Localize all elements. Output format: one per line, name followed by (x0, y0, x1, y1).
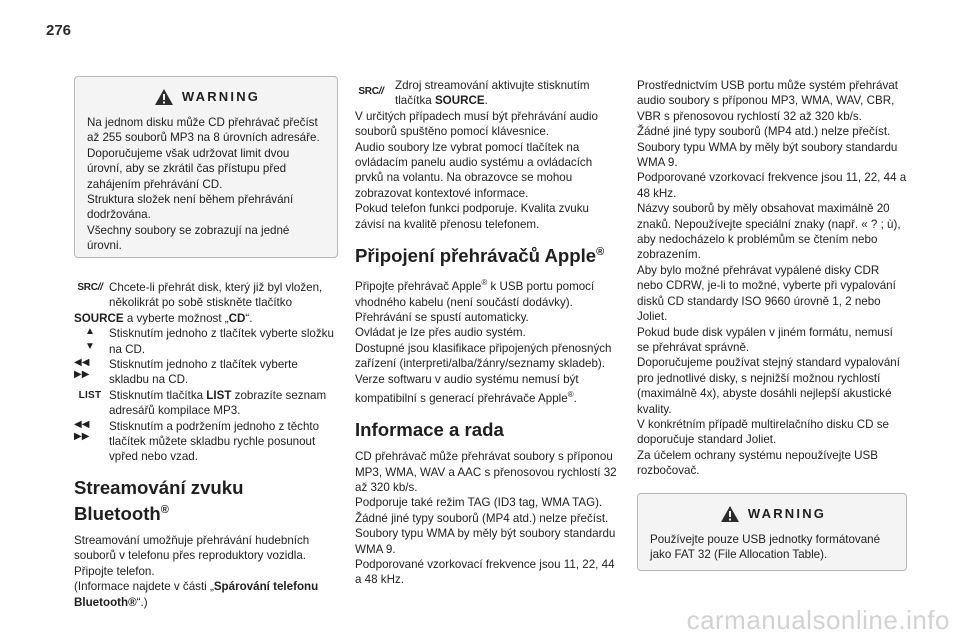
folder-text: Stisknutím jednoho z tlačítek vyberte složku na CD. (109, 327, 334, 356)
heading-apple: Připojení přehrávačů Apple® (355, 245, 605, 267)
warning-title-2: WARNING (747, 505, 827, 521)
warning-box-1 (74, 76, 338, 258)
column-2 (355, 78, 620, 588)
source-text-3: “. (245, 311, 253, 325)
warning-header-2 (650, 494, 896, 532)
source-bold: SOURCE (74, 311, 124, 325)
apple-text: Připojte přehrávač Apple® k USB portu pomocí vhodného kabelu (není součástí dodávky). Přehrávání se spustí automaticky. Ovládat je lze přes audio systém. Dostupné jsou klasifikace připojených přenosných zařízení (interpreti/alba/žánry/seznamy skladeb). Verze softwaru v audio systému nemusí být kompatibilní s generací přehrávače Apple®. (355, 278, 612, 405)
streaming-src-post: . (484, 94, 488, 108)
up-down-arrows-icon: ▲ ▼ (85, 326, 95, 353)
list-text-pre: Stisknutím tlačítka (109, 388, 207, 402)
warning-triangle-icon (720, 505, 740, 523)
list-text-post: zobrazíte seznam adresářů kompilace MP3. (109, 388, 327, 418)
src-button-icon: SRC // (358, 86, 384, 97)
source-text: Chcete-li přehrát disk, který již byl vložen, několikrát po sobě stiskněte tlačítko (109, 281, 323, 310)
streaming-src-bold: SOURCE (434, 94, 485, 108)
heading-bluetooth: Streamování zvuku Bluetooth® (74, 476, 244, 525)
list-button-icon: LIST (78, 389, 102, 401)
cd-bold: CD (228, 311, 246, 325)
src-button-icon: SRC // (77, 282, 103, 293)
ff-text: Stisknutím a podržením jednoho z těchto tlačítek můžete skladbu rychle posunout vpřed nebo vzad. (109, 419, 320, 464)
streaming-source-instruction (355, 78, 620, 109)
bluetooth-note: (Informace najdete v části „Spárování telefonu Bluetooth®“.) (74, 580, 319, 609)
warning-triangle-icon (154, 88, 174, 106)
column-3 (637, 78, 907, 571)
page-number: 276 (46, 22, 72, 39)
warning-title: WARNING (181, 89, 261, 105)
source-line (74, 311, 338, 326)
bluetooth-text: Streamování umožňuje přehrávání hudebních souborů v telefonu přes reproduktory vozidla. Připojte telefon. (74, 534, 310, 578)
heading-info: Informace a rada (355, 419, 504, 441)
fast-forward-rewind-icon: ◀◀ ▶▶ (74, 418, 90, 442)
info-text: CD přehrávač může přehrávat soubory s příponou MP3, WMA, WAV a AAC s přenosovou rychlostí 32 až 320 kb/s. Podporuje také režim TAG (ID3 tag, WMA TAG). Žádné jiné typy souborů (MP4 atd.) nelze přečíst. Soubory typu WMA by měly být soubory standardu WMA 9. Podporované vzorkovací frekvence jsou 11, 22, 44 a 48 kHz. (355, 450, 617, 587)
track-instruction (74, 357, 338, 388)
left-right-arrows-icon: ◀◀ ▶▶ (74, 357, 90, 381)
folder-instruction (74, 326, 338, 357)
streaming-src-text: Zdroj streamování aktivujte stisknutím tlačítka (395, 79, 590, 108)
streaming-text: V určitých případech musí být přehrávání audio souborů spuštěno pomocí klávesnice. Audio soubory lze vybrat pomocí tlačítek na ovládacím panelu audio systému a ovládacích prvků na volantu. Na obrazovce se mohou zobrazovat kontextové informace. Pokud telefon funkci podporuje. Kvalita zvuku závisí na kvalitě přenosu telefonem. (355, 109, 598, 231)
track-text: Stisknutím jednoho z tlačítek vyberte skladbu na CD. (109, 358, 298, 387)
source-text-2: a vyberte možnost „ (123, 311, 229, 325)
column-1 (74, 76, 338, 610)
watermark: carmanualsonline.info (686, 605, 950, 635)
usb-info-text: Prostřednictvím USB portu může systém přehrávat audio soubory s příponou MP3, WMA, WAV, CBR, VBR s přenosovou rychlostí 32 až 320 kb/s. Žádné jiné typy souborů (MP4 atd.) nelze přečíst. Soubory typu WMA by měly být soubory standardu WMA 9. Podporované vzorkovací frekvence jsou 11, 22, 44 a 48 kHz. Názvy souborů by měly obsahovat maximálně 20 znaků. Nepoužívejte speciální znaky (např. « ? ; ù), aby nedocházelo k problémům se čtením nebo zobrazením. Aby bylo možné přehrávat vypálené disky CDR nebo CDRW, je-li to možné, vyberte při vypalování disků CD standardy ISO 9660 úrovně 1, 2 nebo Joliet. Pokud bude disk vypálen v jiném formátu, nemusí se přehrávat správně. Doporučujeme používat stejný standard vypalování pro jednotlivé disky, s nejnižší možnou rychlostí (maximálně 4x), abyste dosáhli nejlepší akustické kvality. V konkrétním případě multirelačního disku CD se doporučuje standard Joliet. Za účelem ochrany systému nepoužívejte USB rozbočovač. (637, 79, 907, 478)
fast-forward-instruction (74, 419, 338, 465)
warning-header (87, 77, 327, 115)
warning-text: Na jednom disku může CD přehrávač přečíst až 255 souborů MP3 na 8 úrovních adresáře. Doporučujeme však udržovat limit dvou úrovní, aby se zkrátil čas přístupu před zahájením přehrávání CD. Struktura složek není během přehrávání dodržována. Všechny soubory se zobrazují na jedné úrovni. (87, 116, 320, 253)
list-instruction (74, 388, 338, 419)
list-bold: LIST (206, 388, 232, 402)
warning-box-2 (637, 493, 907, 572)
source-instruction (74, 280, 338, 311)
warning-text-2: Používejte pouze USB jednotky formátované jako FAT 32 (File Allocation Table). (650, 532, 881, 561)
